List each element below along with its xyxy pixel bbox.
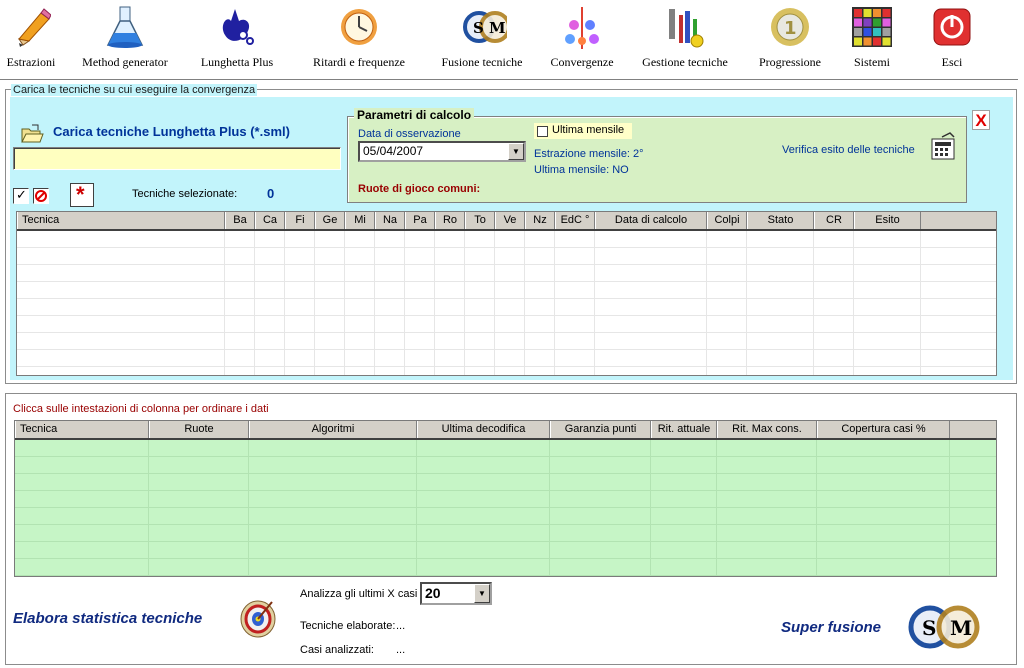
tech-row-line: [17, 315, 996, 316]
toolbar-label: Lunghetta Plus: [200, 55, 274, 69]
target-icon[interactable]: [234, 594, 278, 638]
stat-column-header[interactable]: Rit. Max cons.: [717, 421, 817, 438]
tech-column-header[interactable]: Nz: [525, 212, 555, 229]
tech-column-divider: [706, 231, 707, 375]
statistics-grid[interactable]: [14, 420, 997, 577]
close-panel-button[interactable]: [972, 110, 990, 130]
stat-row-line: [15, 575, 996, 576]
tech-row-line: [17, 247, 996, 248]
statistics-grid-header: [15, 421, 996, 440]
tech-column-divider: [434, 231, 435, 375]
sm-rings-icon[interactable]: [906, 602, 986, 652]
lottery-hand-icon: [217, 5, 257, 49]
observation-date-select[interactable]: [358, 141, 526, 162]
invert-selection-button[interactable]: [70, 183, 94, 207]
tech-column-divider: [224, 231, 225, 375]
last-monthly-checkbox-label: Ultima mensile: [552, 124, 625, 136]
tech-column-divider: [853, 231, 854, 375]
asterisk-icon: *: [76, 182, 85, 207]
stat-column-header[interactable]: Tecnica: [15, 421, 149, 438]
statistics-sort-hint: Clicca sulle intestazioni di colonna per ordinare i dati: [13, 403, 269, 415]
stat-column-header[interactable]: Ultima decodifica: [417, 421, 550, 438]
checkmark-icon: ✓: [16, 187, 27, 202]
coin-icon: [770, 5, 810, 49]
svg-text:M: M: [950, 616, 973, 640]
analyze-cases-select[interactable]: [420, 582, 492, 605]
statistics-panel: [5, 393, 1017, 665]
toolbar-lunghetta-plus-button[interactable]: [187, 0, 287, 76]
toolbar-estrazioni-button[interactable]: [0, 0, 62, 76]
stat-row-line: [15, 541, 996, 542]
tech-column-header[interactable]: Ge: [315, 212, 345, 229]
stat-column-divider: [816, 440, 817, 576]
calculator-icon[interactable]: [928, 131, 958, 161]
toolbar-label: Convergenze: [550, 55, 614, 69]
flask-icon: [105, 5, 145, 49]
tech-column-header[interactable]: Fi: [285, 212, 315, 229]
toolbar-esci-button[interactable]: [924, 0, 980, 76]
stat-column-header[interactable]: Copertura casi %: [817, 421, 950, 438]
tech-column-header[interactable]: Ba: [225, 212, 255, 229]
stat-row-line: [15, 507, 996, 508]
monthly-draw-text: Estrazione mensile: 2°: [534, 148, 644, 160]
dropdown-arrow-icon[interactable]: ▼: [508, 143, 524, 160]
pencil-icon: [11, 5, 51, 49]
toolbar-label: Gestione tecniche: [642, 55, 728, 69]
stat-column-divider: [949, 440, 950, 576]
stat-column-divider: [148, 440, 149, 576]
last-monthly-text: Ultima mensile: NO: [534, 164, 629, 176]
tech-column-header[interactable]: Ve: [495, 212, 525, 229]
stat-row-line: [15, 524, 996, 525]
tech-column-header[interactable]: Esito: [854, 212, 921, 229]
tech-row-line: [17, 332, 996, 333]
stat-column-header[interactable]: Ruote: [149, 421, 249, 438]
last-monthly-checkbox-row[interactable]: [534, 123, 632, 139]
toolbar-sistemi-button[interactable]: [842, 0, 902, 76]
selected-techniques-count: 0: [267, 186, 275, 201]
tech-column-divider: [374, 231, 375, 375]
toolbar-progressione-button[interactable]: [748, 0, 832, 76]
last-monthly-checkbox[interactable]: [537, 126, 548, 137]
stat-row-line: [15, 456, 996, 457]
tech-column-header[interactable]: Pa: [405, 212, 435, 229]
stat-column-header[interactable]: Algoritmi: [249, 421, 417, 438]
tech-column-header[interactable]: Na: [375, 212, 405, 229]
toolbar-label: Esci: [941, 55, 963, 69]
tech-column-divider: [464, 231, 465, 375]
tech-row-line: [17, 349, 996, 350]
load-panel-legend: Carica le tecniche su cui eseguire la convergenza: [13, 84, 256, 96]
svg-text:1: 1: [784, 18, 797, 39]
forbidden-icon: [34, 189, 48, 203]
stat-column-divider: [416, 440, 417, 576]
stat-row-line: [15, 558, 996, 559]
calc-params-group: [347, 108, 967, 203]
super-fusion-label[interactable]: Super fusione: [781, 619, 882, 636]
clock-icon: [339, 5, 379, 49]
toolbar-label: Progressione: [759, 55, 821, 69]
tech-row-line: [17, 264, 996, 265]
power-icon: [932, 5, 972, 49]
analyze-last-cases-label: Analizza gli ultimi X casi: [300, 588, 418, 600]
grid-icon: [852, 5, 892, 49]
tech-column-divider: [254, 231, 255, 375]
deselect-all-button[interactable]: [33, 188, 49, 204]
techniques-grid-body[interactable]: [17, 231, 996, 375]
tech-column-header[interactable]: EdC °: [555, 212, 595, 229]
tools-icon: [665, 5, 705, 49]
toolbar-label: Method generator: [82, 55, 168, 69]
close-icon: X: [975, 111, 987, 130]
analyzed-cases-label: Casi analizzati:: [300, 644, 374, 656]
dropdown-arrow-icon[interactable]: ▼: [474, 584, 490, 603]
observation-date-value: 05/04/2007: [363, 144, 424, 158]
tech-column-divider: [284, 231, 285, 375]
tech-column-header[interactable]: Data di calcolo: [595, 212, 707, 229]
tech-column-divider: [524, 231, 525, 375]
tech-column-divider: [594, 231, 595, 375]
tech-column-header[interactable]: Ca: [255, 212, 285, 229]
tech-column-header[interactable]: Ro: [435, 212, 465, 229]
tech-column-divider: [404, 231, 405, 375]
tech-column-header[interactable]: CR: [814, 212, 854, 229]
stat-column-header[interactable]: Rit. attuale: [651, 421, 717, 438]
common-wheels-label: Ruote di gioco comuni:: [358, 183, 481, 195]
tech-row-line: [17, 281, 996, 282]
open-folder-icon[interactable]: [20, 123, 44, 145]
convergence-icon: [562, 5, 602, 49]
sm-rings-icon: [457, 5, 507, 49]
selected-techniques-label: Tecniche selezionate:: [132, 188, 238, 200]
toolbar-method-generator-button[interactable]: [70, 0, 180, 76]
toolbar-separator: [0, 79, 1018, 81]
toolbar-gestione-tecniche-button[interactable]: [632, 0, 738, 76]
svg-text:M: M: [489, 19, 506, 37]
tech-column-divider: [920, 231, 921, 375]
verify-techniques-label: Verifica esito delle tecniche: [782, 144, 915, 156]
tech-row-line: [17, 366, 996, 367]
tech-column-header[interactable]: Stato: [747, 212, 814, 229]
elaborated-techniques-label: Tecniche elaborate:: [300, 620, 396, 632]
tech-column-divider: [746, 231, 747, 375]
toolbar-convergenze-button[interactable]: [542, 0, 622, 76]
techniques-load-panel: [5, 84, 1017, 384]
stat-column-divider: [716, 440, 717, 576]
elabora-statistics-label[interactable]: Elabora statistica tecniche: [13, 610, 203, 627]
toolbar-label: Ritardi e frequenze: [313, 55, 405, 69]
techniques-grid-header: [17, 212, 996, 231]
analyze-cases-value: 20: [425, 585, 441, 601]
svg-text:S: S: [922, 616, 937, 640]
selected-file-field[interactable]: [13, 147, 341, 170]
calc-params-title: Parametri di calcolo: [354, 108, 474, 122]
toolbar-label: Fusione tecniche: [441, 55, 523, 69]
tech-column-header[interactable]: Colpi: [707, 212, 747, 229]
stat-column-divider: [248, 440, 249, 576]
select-all-button[interactable]: [13, 188, 29, 204]
techniques-grid[interactable]: [16, 211, 997, 376]
stat-column-divider: [549, 440, 550, 576]
tech-column-divider: [554, 231, 555, 375]
tech-column-header[interactable]: Tecnica: [17, 212, 225, 229]
statistics-grid-body[interactable]: [15, 440, 996, 576]
analyzed-cases-value: ...: [396, 644, 406, 656]
observation-date-label: Data di osservazione: [358, 128, 461, 140]
tech-column-divider: [494, 231, 495, 375]
toolbar-label: Sistemi: [853, 55, 890, 69]
elaborated-techniques-value: ...: [396, 620, 406, 632]
tech-row-line: [17, 298, 996, 299]
main-toolbar: [0, 0, 1024, 80]
load-techniques-label[interactable]: Carica tecniche Lunghetta Plus (*.sml): [53, 124, 290, 139]
toolbar-ritardi-button[interactable]: [300, 0, 418, 76]
tech-column-divider: [344, 231, 345, 375]
tech-column-divider: [314, 231, 315, 375]
stat-row-line: [15, 490, 996, 491]
toolbar-fusione-tecniche-button[interactable]: [430, 0, 534, 76]
tech-column-header[interactable]: Mi: [345, 212, 375, 229]
svg-text:S: S: [473, 19, 484, 37]
tech-column-divider: [813, 231, 814, 375]
stat-column-divider: [650, 440, 651, 576]
techniques-load-area: [10, 97, 1013, 380]
stat-column-header[interactable]: Garanzia punti: [550, 421, 651, 438]
stat-row-line: [15, 473, 996, 474]
tech-column-header[interactable]: To: [465, 212, 495, 229]
toolbar-label: Estrazioni: [6, 55, 56, 69]
